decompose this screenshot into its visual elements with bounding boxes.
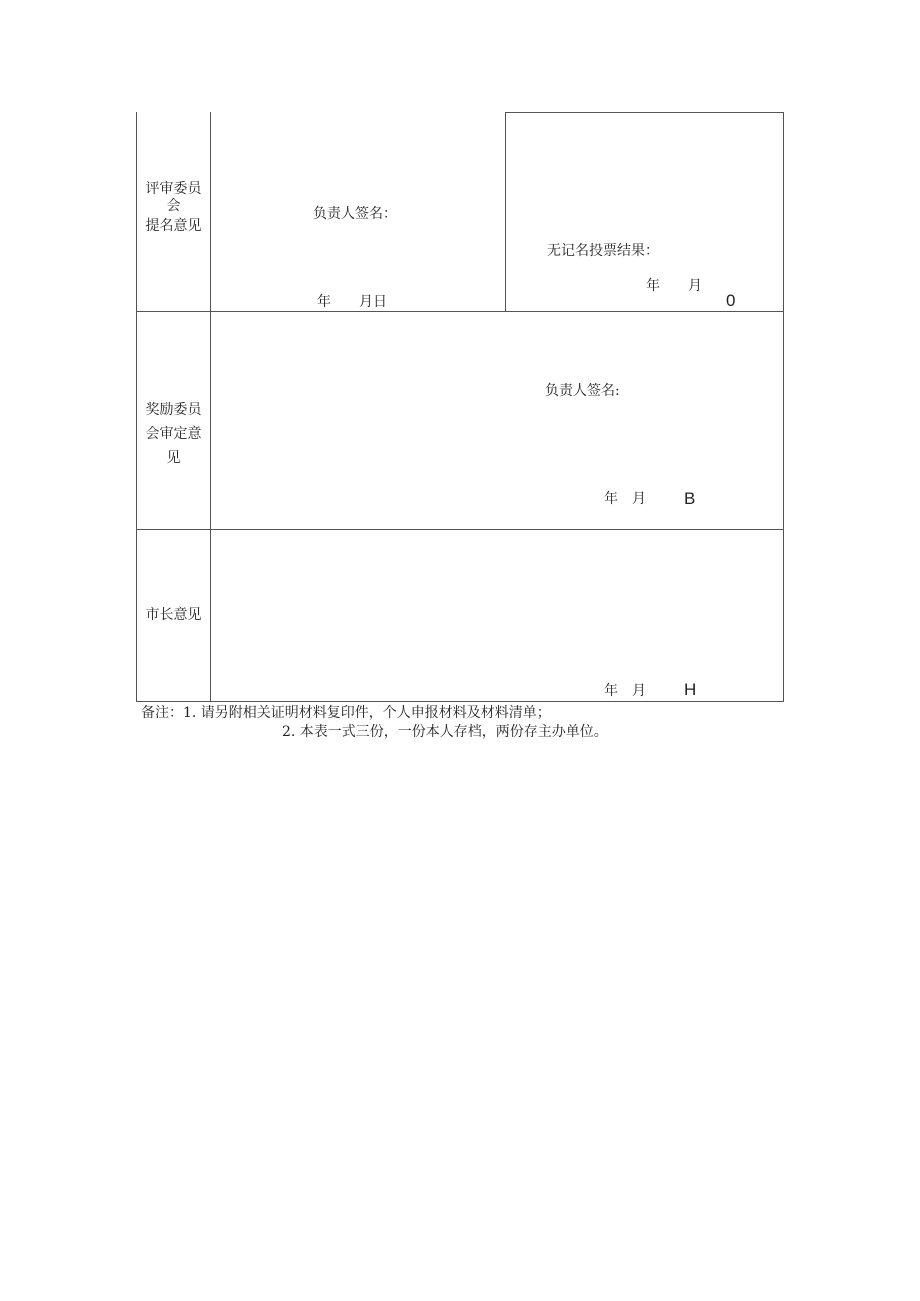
- row2-label: [137, 398, 210, 470]
- table-right-border: [783, 112, 784, 702]
- row2-label-line: 见: [166, 450, 181, 466]
- row1-inner-divider: [505, 112, 506, 312]
- table-bottom-border: [136, 701, 784, 702]
- row2-label-line: 会审定意: [145, 426, 202, 442]
- row1-label: [137, 180, 210, 238]
- vote-result-label: 无记名投票结果：: [547, 243, 659, 259]
- row3-mark: H: [684, 680, 697, 699]
- label-column-divider: [210, 112, 211, 702]
- row1-bottom-border: [136, 311, 784, 312]
- note-line-1: 备注：1. 请另附相关证明材料复印件，个人申报材料及材料清单；: [141, 705, 551, 721]
- vote-box-top-border: [505, 112, 784, 113]
- row1-mark: 0: [726, 291, 736, 310]
- row1-label-line: 提名意见: [145, 218, 202, 234]
- row1-date-right: 年 月: [646, 278, 702, 294]
- row1-date-left: 年 月日: [317, 294, 387, 310]
- row1-label-line: 会: [166, 198, 181, 214]
- row3-date: 年 月: [604, 683, 646, 699]
- row3-label: 市长意见: [145, 607, 202, 623]
- row2-signature-label: 负责人签名:: [545, 383, 620, 399]
- note-line-2: 2. 本表一式三份，一份本人存档，两份存主办单位。: [282, 724, 608, 740]
- row2-mark: B: [684, 489, 696, 508]
- row1-label-line: 评审委员: [145, 181, 202, 197]
- row2-label-line: 奖励委员: [145, 402, 202, 418]
- row2-date: 年 月: [604, 491, 646, 507]
- row2-bottom-border: [136, 529, 784, 530]
- row1-signature-label: 负责人签名：: [313, 206, 397, 222]
